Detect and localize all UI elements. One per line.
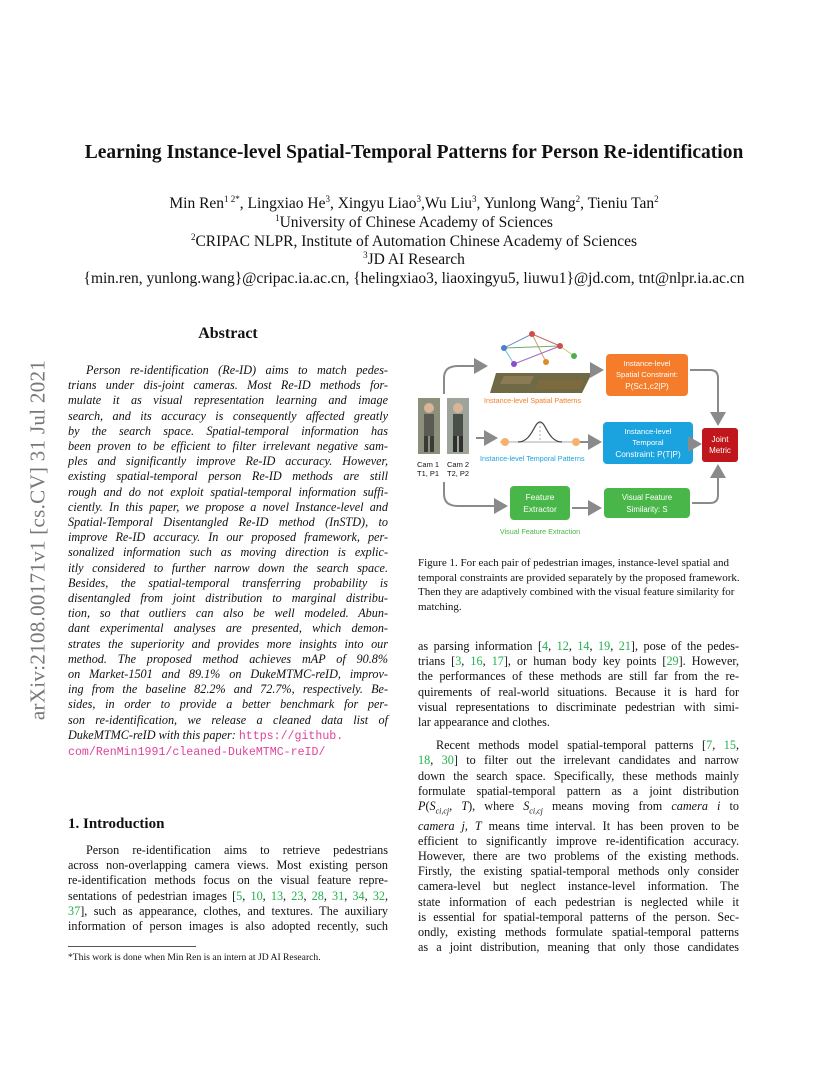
- text-line: the performances of these methods are still far from the re-: [418, 669, 739, 684]
- text-line: down the search space. Specifically, these methods mainly: [418, 768, 739, 783]
- author-emails: {min.ren, yunlong.wang}@cripac.ia.ac.cn, {helingxiao3, liaoxingyu5, liuwu1}@jd.com, tnt@nlpr.ia.ac.cn: [83, 270, 745, 288]
- svg-text:P(Sc1,c2|P): P(Sc1,c2|P): [625, 382, 669, 391]
- paper-title: Learning Instance-level Spatial-Temporal Patterns for Person Re-identification: [84, 142, 744, 163]
- svg-text:Cam 2: Cam 2: [447, 460, 470, 469]
- abstract-line: strates the superiority and provides more insights into our: [68, 636, 388, 651]
- text-line: is essential for spatial-temporal patterns of the person. Sec-: [418, 909, 739, 924]
- abstract-line: Person re-identification (Re-ID) aims to match pedes-: [86, 363, 388, 377]
- svg-text:Metric: Metric: [709, 446, 731, 455]
- abstract-line: improve Re-ID accuracy. In our proposed framework, per-: [68, 530, 388, 545]
- svg-text:Temporal: Temporal: [632, 438, 664, 447]
- svg-text:Similarity: S: Similarity: S: [626, 505, 668, 514]
- abstract-line: existing spatial-temporal person Re-ID methods are still: [68, 469, 388, 484]
- abstract-body: [68, 363, 388, 760]
- intro-body: [68, 843, 388, 934]
- svg-text:Extractor: Extractor: [523, 504, 557, 514]
- visual-extraction-label: Visual Feature Extraction: [499, 527, 581, 536]
- svg-text:T2, P2: T2, P2: [447, 469, 470, 478]
- abstract-line: trians under dis-joint cameras. Most Re-ID methods for-: [68, 378, 388, 393]
- abstract-line: disentangled from joint distribution to marginal distribu-: [68, 591, 388, 606]
- svg-text:Cam 1: Cam 1: [417, 460, 440, 469]
- footnote-rule: [68, 946, 196, 947]
- svg-text:Spatial Constraint:: Spatial Constraint:: [615, 370, 679, 379]
- abstract-line: Besides, the spatial-temporal transferring probability is: [68, 575, 388, 590]
- text-line-citations: as parsing information [4, 12, 14, 19, 21], pose of the pedes-: [418, 639, 740, 653]
- text-line-citations: sentations of pedestrian images [5, 10, 13, 23, 28, 31, 34, 32,: [68, 888, 389, 903]
- abstract-line: search, and its accuracy is consequently affected greatly: [68, 408, 388, 423]
- right-column-text: [418, 639, 739, 956]
- arxiv-id: arXiv:2108.00171v1 [cs.CV] 31 Jul 2021: [25, 359, 50, 721]
- section-heading-intro: 1. Introduction: [68, 816, 165, 832]
- abstract-line: been proven to be efficient to filter irrelevant negative sam-: [68, 439, 388, 454]
- abstract-line: sides, in order to provide a better benchmark for per-: [68, 697, 388, 712]
- abstract-line: ciently. In this paper, we propose a novel Instance-level and: [68, 499, 388, 514]
- abstract-line: itly considered to further narrow down the search space.: [68, 560, 388, 575]
- svg-text:Constraint: P(T|P): Constraint: P(T|P): [615, 450, 681, 459]
- text-line-citations: trians [3, 16, 17], or human body key points [29]. However,: [418, 654, 740, 669]
- abstract-line: dant experimental analyses are presented, which demon-: [68, 621, 388, 636]
- text-line: re-identification methods focus on the visual feature repre-: [68, 873, 388, 888]
- abstract-line: on Market-1501 and 89.1% on DukeMTMC-reID, improv-: [68, 667, 388, 682]
- svg-text:T1, P1: T1, P1: [417, 469, 440, 478]
- svg-text:Instance-level: Instance-level: [623, 359, 671, 368]
- text-line-citations: 18, 30] to filter out the irrelevant candidates and narrow: [418, 753, 739, 768]
- text-line: efficient to significantly improve re-identification accuracy.: [418, 833, 739, 848]
- affiliation-1: $^1$University of Chinese Academy of Sciences: [275, 212, 553, 231]
- text-line: lar appearance and clothes.: [418, 715, 550, 730]
- text-line: information of person images is also adopted recently, such: [68, 919, 388, 934]
- text-line-math: $P(S_{ci,cj}$, T), where $S_{ci,cj}$ means moving from camera i to: [418, 799, 739, 816]
- svg-text:Feature: Feature: [525, 492, 555, 502]
- pedestrian-image-cam1: [418, 398, 440, 454]
- footnote: *This work is done when Min Ren is an intern at JD AI Research.: [68, 952, 321, 963]
- figure-1: [414, 326, 744, 542]
- figure-caption: Figure 1. For each pair of pedestrian images, instance-level spatial and temporal constraints are provided separately by the proposed framework. Then they are adaptively combined with the visual feature similarity for matching.: [418, 557, 740, 613]
- text-line: Person re-identification aims to retrieve pedestrians: [86, 843, 388, 857]
- author-block: [0, 195, 828, 289]
- abstract-line: ples and significantly improve Re-ID accuracy. However,: [68, 454, 388, 469]
- temporal-pattern-curve: [500, 422, 580, 446]
- text-line: as a joint distribution, meaning that only those candidates: [418, 940, 739, 955]
- pedestrian-image-cam2: [447, 398, 469, 454]
- abstract-link-line: DukeMTMC-reID with this paper: https://github.: [68, 727, 344, 743]
- text-line: However, there are two problems of the existing methods.: [418, 849, 739, 864]
- text-line: ondly, existing methods formulate spatial-temporal patterns: [418, 925, 739, 940]
- abstract-line: by the search space. Spatial-temporal information has: [68, 423, 388, 438]
- abstract-line: sonalized information such as moving direction is explic-: [68, 545, 388, 560]
- repo-link-part2[interactable]: com/RenMin1991/cleaned-DukeMTMC-reID/: [68, 746, 326, 760]
- abstract-line: ing from the baseline 82.2% and 72.7%, respectively. Be-: [68, 682, 388, 697]
- text-line: quirements of real-world situations. Because it is hard for: [418, 684, 739, 699]
- text-line: formulate spatial-temporal pattern as a joint distribution: [418, 783, 739, 798]
- author-names: Min Ren$^{1 2*}$, Lingxiao He$^3$, Xingyu Liao$^3$,Wu Liu$^3$, Yunlong Wang$^2$, Tieniu Tan$^2$: [169, 194, 659, 212]
- text-line-citations: 37], such as appearance, clothes, and textures. The auxiliary: [68, 903, 388, 918]
- abstract-line: Spatial-Temporal Disentangled Re-ID method (InSTD), to: [68, 515, 388, 530]
- affiliation-2: $^2$CRIPAC NLPR, Institute of Automation Chinese Academy of Sciences: [190, 231, 638, 250]
- abstract-line: rough and do not exploit spatial-temporal information suffi-: [68, 484, 388, 499]
- svg-text:Instance-level: Instance-level: [624, 427, 672, 436]
- abstract-heading: Abstract: [198, 325, 258, 342]
- spatial-patterns-label: Instance-level Spatial Patterns: [484, 396, 582, 405]
- text-line: state information of each pedestrian is neglected while it: [418, 894, 739, 909]
- joint-metric-box: [702, 428, 738, 462]
- arxiv-stamp: [18, 300, 58, 780]
- spatial-pattern-graph: [490, 331, 592, 393]
- temporal-patterns-label: Instance-level Temporal Patterns: [480, 454, 585, 463]
- svg-text:Joint: Joint: [711, 435, 729, 444]
- abstract-line: mulate it as visual representation learning and image: [68, 393, 388, 408]
- text-line: camera-level but neglect instance-level information. The: [418, 879, 739, 894]
- text-line: across non-overlapping camera views. Most existing person: [68, 858, 388, 873]
- text-line: visual representations to discriminate pedestrian with simi-: [418, 699, 739, 714]
- text-line-math: camera j, T means time interval. It has been proven to be: [418, 818, 739, 833]
- abstract-line: son re-identification, we release a cleaned data list of: [68, 712, 388, 727]
- text-line-citations: Recent methods model spatial-temporal patterns [7, 15,: [436, 738, 739, 753]
- svg-text:Visual Feature: Visual Feature: [621, 493, 673, 502]
- affiliation-3: $^3$JD AI Research: [363, 250, 465, 269]
- text-line: Firstly, the existing spatial-temporal methods only consider: [418, 864, 739, 879]
- repo-link-part1[interactable]: https://github.: [238, 729, 344, 743]
- abstract-line: method. The proposed method achieves mAP of 90.8%: [68, 651, 388, 666]
- abstract-line: tion, so that outliers can also be well modeled. Abun-: [68, 606, 388, 621]
